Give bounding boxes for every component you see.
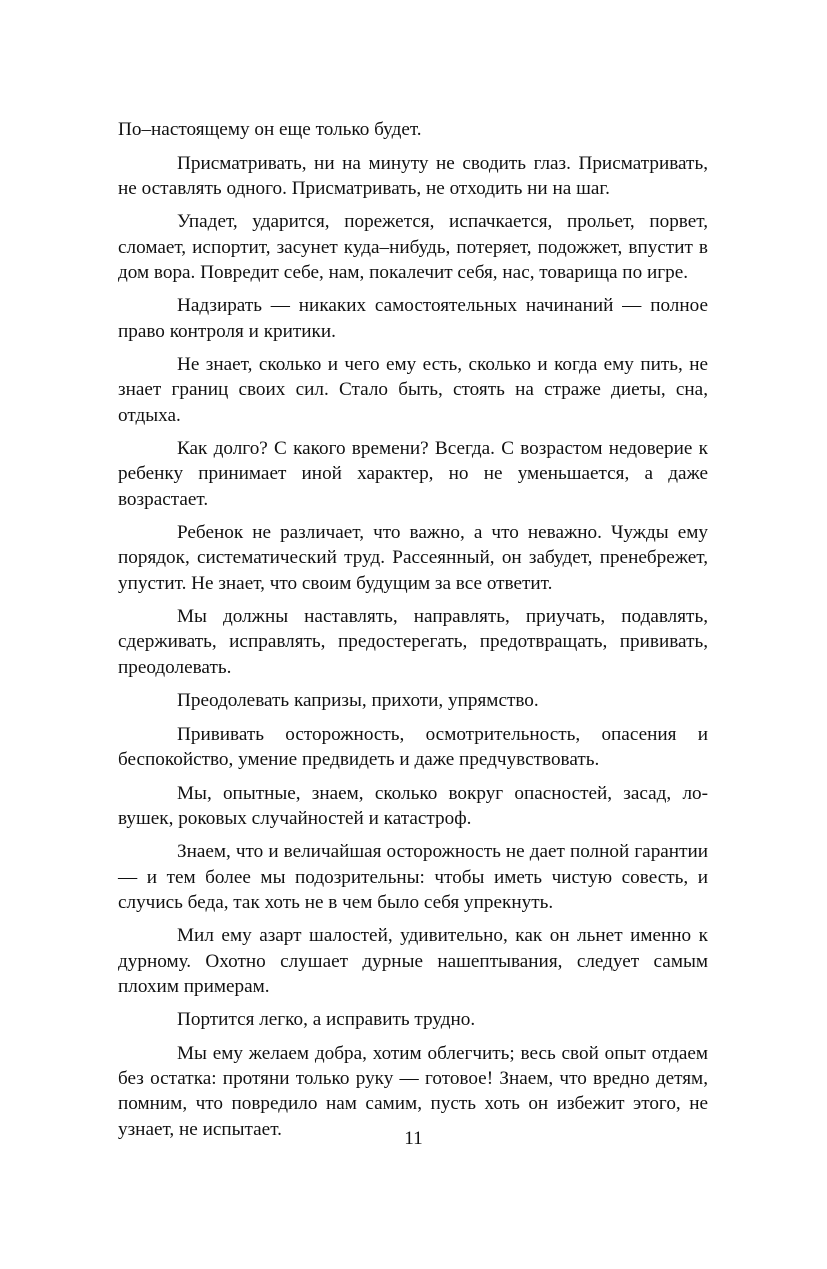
paragraph: Портится легко, а исправить трудно. bbox=[177, 1009, 476, 1031]
paragraph: Как долго? С какого времени? Всегда. С возрастом недоверие к ребенку принимает иной характер, но не уменьшается, а даже возрастает. bbox=[118, 438, 708, 510]
page-number: 11 bbox=[404, 1128, 423, 1149]
paragraph: По–настоящему он еще только будет. bbox=[118, 119, 422, 140]
paragraph: Мы должны наставлять, направлять, приучать, подавлять, сдерживать, исправлять, предостерегать, предотвращать, прививать, преодолевать. bbox=[118, 606, 708, 678]
paragraph: Присматривать, ни на минуту не сводить глаз. Присматривать, не оставлять одного. Присматривать, не отходить ни на шаг. bbox=[118, 152, 708, 199]
paragraph: Надзирать — никаких самостоятельных начинаний — полное право контроля и критики. bbox=[118, 295, 708, 342]
paragraph: Мил ему азарт шалостей, удивительно, как он льнет именно к дурному. Охотно слушает дурные нашептывания, следует самым плохим примерам. bbox=[118, 925, 708, 997]
page-body bbox=[118, 117, 708, 1150]
paragraph: Ребенок не различает, что важно, а что неважно. Чужды ему порядок, систематический труд. Рассеянный, он забудет, пренебрежет, упустит. Не знает, что своим будущим за все ответит. bbox=[118, 522, 708, 594]
paragraph: Упадет, ударится, порежется, испачкается, прольет, порвет, сломает, испортит, засунет куда–нибудь, потеряет, подожжет, впустит в дом вора. Повредит себе, нам, покалечит себя, нас, товарища по игре. bbox=[118, 211, 708, 283]
paragraph: Знаем, что и величайшая осторожность не дает полной гарантии — и тем более мы подозрительны: чтобы иметь чистую совесть, и случись беда, так хоть не в чем было себя упрекнуть. bbox=[118, 841, 708, 913]
paragraph: Преодолевать капризы, прихоти, упрямство. bbox=[177, 690, 539, 712]
paragraph: Не знает, сколько и чего ему есть, сколько и когда ему пить, не знает границ своих сил. Стало быть, стоять на страже диеты, сна, отдыха. bbox=[118, 354, 708, 426]
paragraph: Мы, опытные, знаем, сколько вокруг опасностей, засад, ловушек, роковых случайностей и катастроф. bbox=[118, 782, 708, 829]
paragraph: Прививать осторожность, осмотрительность, опасения и беспокойство, умение предвидеть и даже предчувствовать. bbox=[118, 723, 708, 770]
paragraph: Мы ему желаем добра, хотим облегчить; весь свой опыт отдаем без остатка: протяни только руку — готовое! Знаем, что вредно детям, помним, что повредило нам самим, пусть хоть он избежит этого, не узнает, не испытает. bbox=[118, 1042, 708, 1140]
